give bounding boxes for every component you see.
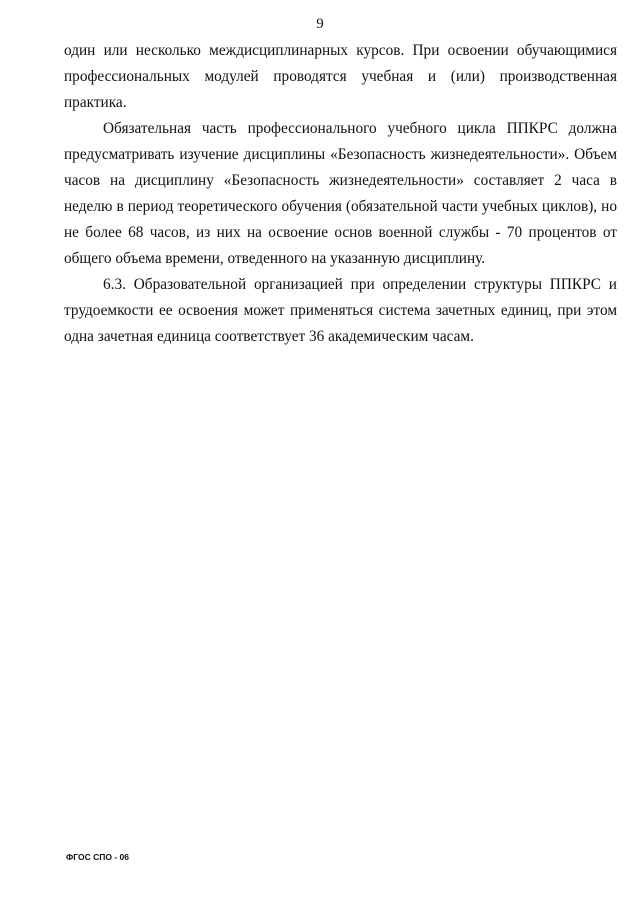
paragraph-credit-units: 6.3. Образовательной организацией при определении структуры ППКРС и трудоемкости ее освоения может применяться система зачетных единиц, при этом одна зачетная единица соответствует 36 академическим часам. [64, 276, 617, 345]
document-body [64, 38, 617, 350]
page-number: 9 [316, 16, 324, 32]
paragraph-continuation: один или несколько междисциплинарных курсов. При освоении обучающимися профессиональных модулей проводятся учебная и (или) производственная практика. [64, 42, 617, 111]
paragraph-life-safety: Обязательная часть профессионального учебного цикла ППКРС должна предусматривать изучение дисциплины «Безопасность жизнедеятельности». Объем часов на дисциплину «Безопасность жизнедеятельности» составляет 2 часа в неделю в период теоретического обучения (обязательной части учебных циклов), но не более 68 часов, из них на освоение основ военной службы - 70 процентов от общего объема времени, отведенного на указанную дисциплину. [64, 120, 617, 267]
footer-standard-code: ФГОС СПО - 06 [66, 852, 129, 862]
